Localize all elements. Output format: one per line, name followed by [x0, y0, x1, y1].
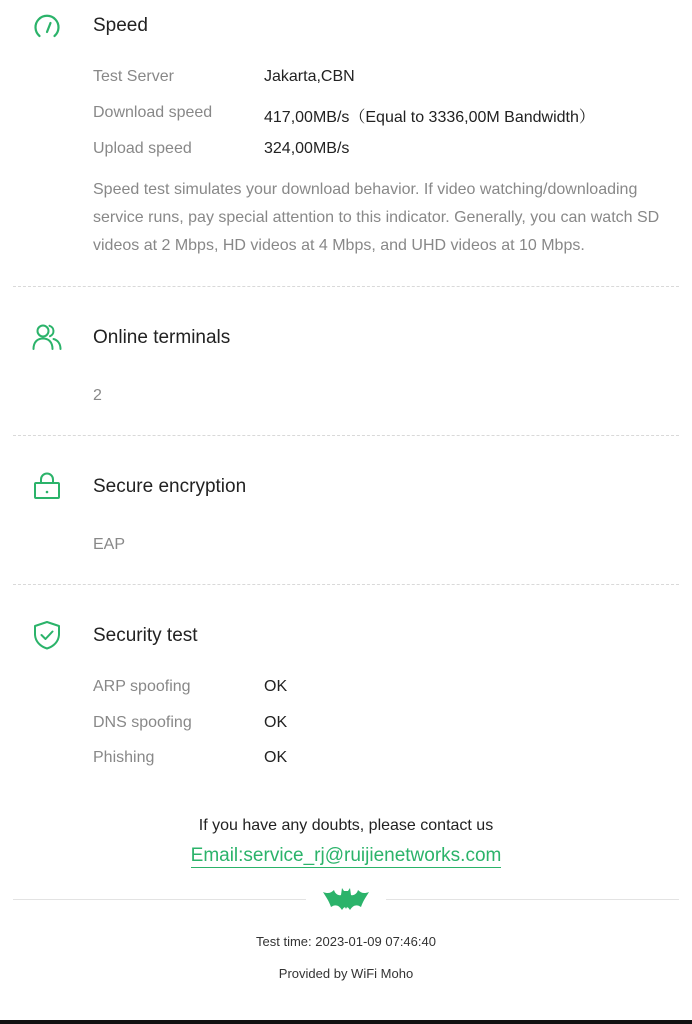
section-divider: [13, 286, 679, 287]
bat-logo-icon: [322, 883, 370, 913]
secure-encryption-value: EAP: [93, 536, 126, 553]
upload-speed-value: 324,00MB/s: [264, 140, 350, 157]
bottom-bar: [0, 1020, 692, 1024]
security-test-title: Security test: [93, 625, 198, 646]
upload-speed-label: Upload speed: [93, 140, 192, 157]
speed-section: [0, 0, 692, 290]
test-server-label: Test Server: [93, 68, 174, 85]
test-server-value: Jakarta,CBN: [264, 68, 355, 85]
contact-text: If you have any doubts, please contact us: [198, 817, 494, 834]
arp-spoofing-label: ARP spoofing: [93, 678, 191, 695]
shield-check-icon: [31, 619, 63, 651]
footer-divider-right: [386, 899, 679, 900]
footer-divider-left: [13, 899, 306, 900]
phishing-label: Phishing: [93, 749, 155, 766]
lock-icon: [31, 470, 63, 502]
users-icon: [31, 321, 63, 353]
email-link[interactable]: Email:service_rj@ruijienetworks.com: [190, 845, 502, 866]
dns-spoofing-value: OK: [264, 714, 288, 731]
secure-encryption-title: Secure encryption: [93, 476, 247, 497]
speedometer-icon: [31, 10, 63, 42]
provided-by: Provided by WiFi Moho: [278, 966, 414, 981]
phishing-value: OK: [264, 749, 288, 766]
security-test-section: [0, 585, 692, 785]
arp-spoofing-value: OK: [264, 678, 288, 695]
speed-title: Speed: [93, 15, 148, 36]
online-terminals-title: Online terminals: [93, 327, 231, 348]
download-speed-label: Download speed: [93, 104, 213, 121]
online-terminals-value: 2: [93, 387, 102, 404]
dns-spoofing-label: DNS spoofing: [93, 714, 192, 731]
email-line: [0, 845, 692, 867]
secure-encryption-section: [0, 436, 692, 584]
test-time: Test time: 2023-01-09 07:46:40: [256, 934, 436, 949]
speed-description: Speed test simulates your download behavior. If video watching/downloading service runs, pay special attention to this indicator. Generally, you can watch SD videos at 2 Mbps, HD videos at 4 Mbps, and UHD videos at 10 Mbps.: [93, 181, 660, 254]
download-speed-value: 417,00MB/s（Equal to 3336,00M Bandwidth）: [264, 109, 595, 126]
online-terminals-section: [0, 290, 692, 436]
